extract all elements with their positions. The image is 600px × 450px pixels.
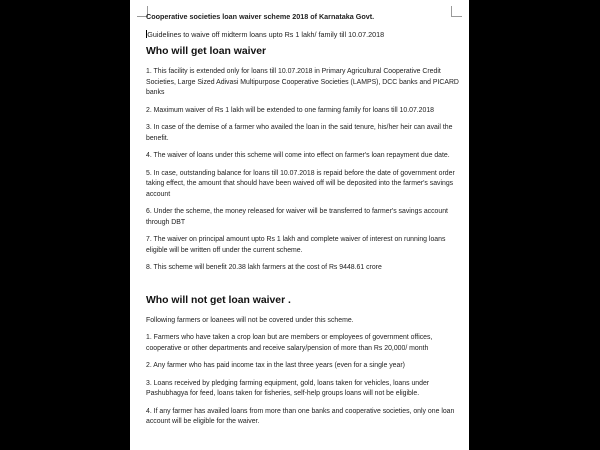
eligible-item-7: 7. The waiver on principal amount upto Rs 1 lakh and complete waiver of interest on running loans eligible will be written off under the current scheme.: [146, 236, 446, 254]
section-heading-not-eligible: Who will not get loan waiver .: [146, 294, 291, 306]
eligible-item-8: 8. This scheme will benefit 20.38 lakh farmers at the cost of Rs 9448.61 crore: [146, 264, 382, 271]
document-subtitle: Guidelines to waive off midterm loans upto Rs 1 lakh/ family till 10.07.2018: [147, 30, 385, 39]
not-eligible-item-3: 3. Loans received by pledging farming equipment, gold, loans taken for vehicles, loans under Pashubhagya for feed, loans taken for fisheries, self-help groups loans will not be eligible.: [146, 379, 430, 397]
not-eligible-item-4: 4. If any farmer has availed loans from more than one banks and cooperative societies, only one loan account will be eligible for the waiver.: [146, 407, 455, 425]
eligible-item-1: 1. This facility is extended only for loans till 10.07.2018 in Primary Agricultural Cooperative Credit Societies, Large Sized Adivasi Multipurpose Cooperative Societies (LAMPS), DCC banks and PICARD banks: [146, 68, 459, 96]
document-subtitle-line[interactable]: [146, 30, 462, 39]
eligible-item-4: 4. The waiver of loans under this scheme will come into effect on farmer's loan repayment due date.: [146, 152, 450, 159]
not-eligible-intro: Following farmers or loanees will not be covered under this scheme.: [146, 316, 354, 324]
eligible-item-6: 6. Under the scheme, the money released for waiver will be transferred to farmer's savings account through DBT: [146, 208, 448, 226]
document-title: Cooperative societies loan waiver scheme 2018 of Karnataka Govt.: [146, 12, 375, 21]
not-eligible-item-1: 1. Farmers who have taken a crop loan but are members or employees of government offices, cooperative or other departments and receive salary/pension of more than Rs 20,000/ month: [146, 334, 433, 352]
eligible-item-2: 2. Maximum waiver of Rs 1 lakh will be extended to one farming family for loans till 10.07.2018: [146, 106, 435, 114]
eligible-item-5: 5. In case, outstanding balance for loans till 10.07.2018 is repaid before the date of government order taking effect, the amount that should have been waived off will be deposited into the farmer's savings account: [146, 169, 455, 198]
document-page: [130, 0, 469, 450]
document-body[interactable]: [146, 12, 462, 435]
eligible-item-3: 3. In case of the demise of a farmer who availed the loan in the said tenure, his/her heir can avail the benefit.: [146, 124, 453, 142]
not-eligible-item-2: 2. Any farmer who has paid income tax in the last three years (even for a single year): [146, 362, 405, 369]
section-heading-eligible: Who will get loan waiver: [146, 46, 267, 57]
